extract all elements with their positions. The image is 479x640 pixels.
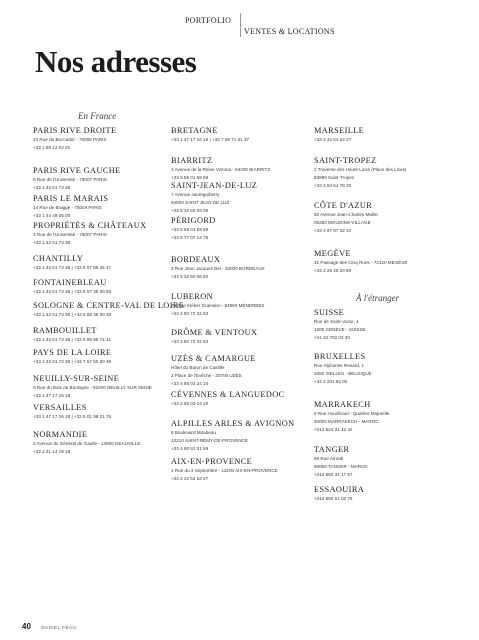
office-detail-line: 3 Rue Jean Jacques Bel - 33000 BORDEAUX: [171, 266, 265, 271]
office-detail-line: +33 1 42 61 73 38 | +33 6 07 86 45 47: [33, 265, 112, 270]
office-name: SAINT-JEAN-DE-LUZ: [171, 181, 258, 190]
address-entry: [33, 165, 178, 192]
address-entry: [314, 444, 459, 478]
address-entry: [171, 155, 316, 182]
address-entry: [171, 456, 316, 483]
office-detail-line: +33 5 59 01 59 59: [171, 227, 209, 232]
office-name: BRETAGNE: [171, 126, 218, 135]
office-name: PARIS RIVE DROITE: [33, 126, 117, 135]
office-name: PARIS RIVE GAUCHE: [33, 166, 121, 175]
office-name: MARRAKECH: [314, 400, 371, 409]
office-name: SAINT-TROPEZ: [314, 156, 377, 165]
office-detail-line: +33 4 66 03 24 10: [171, 380, 209, 386]
office-detail-line: +212 660 34 17 57: [314, 471, 353, 477]
address-entry: [171, 125, 316, 144]
office-name: RAMBOUILLET: [33, 326, 97, 335]
header-nav-ventes-locations[interactable]: VENTES & LOCATIONS: [244, 27, 335, 36]
office-detail-line: 6 Rue Houdhoud - Quartier Majorelle: [314, 411, 390, 416]
office-detail-line: 8 Boulevard Mirabeau: [171, 430, 216, 435]
address-entry: [33, 402, 178, 421]
office-detail-line: 2 Place de l'Evêché - 30700 UZÈS: [171, 372, 242, 378]
office-detail-line: 2 Traverse des Hauts-Lices (Place des Lices): [314, 167, 407, 172]
office-name: MARSEILLE: [314, 126, 365, 135]
office-name: PÉRIGORD: [171, 216, 216, 225]
office-name: DRÔME & VENTOUX: [171, 328, 258, 337]
address-entry: [171, 389, 316, 408]
office-name: ALPILLES ARLES & AVIGNON: [171, 419, 295, 428]
address-entry: [314, 125, 459, 144]
office-detail-line: +33 1 44 49 05 00: [33, 212, 71, 218]
office-name: BRUXELLES: [314, 352, 366, 361]
address-entry: [33, 193, 178, 220]
section-heading-france: En France: [78, 111, 117, 121]
address-entry: [33, 220, 178, 247]
address-entry: [33, 125, 178, 152]
office-detail-line: +33 4 94 54 78 20: [314, 182, 352, 188]
office-detail-line: +33 4 42 54 52 27: [171, 475, 209, 481]
page-number: 40: [22, 622, 31, 631]
office-detail-line: +33 4 90 72 32 93: [171, 339, 209, 344]
office-detail-line: +33 1 42 61 73 38 | +33 6 95 85 74 41: [33, 337, 112, 342]
office-detail-line: +33 1 42 61 73 38 | +33 6 59 36 50 28: [33, 312, 112, 317]
header-nav-divider: [240, 13, 241, 37]
office-detail-line: +33 1 42 61 73 38: [33, 184, 71, 190]
office-name: BORDEAUX: [171, 255, 221, 264]
office-detail-line: +33 5 32 50 09 09: [171, 207, 209, 213]
office-detail-line: +33 4 90 72 32 93: [171, 310, 209, 316]
address-entry: [171, 215, 316, 242]
footer-brand: DANIEL FÉAU: [41, 625, 77, 630]
office-detail-line: +33 4 97 97 32 10: [314, 227, 352, 233]
office-detail-line: +32 2 201 94 00: [314, 378, 348, 384]
address-entry: [33, 300, 185, 319]
office-detail-line: +33 4 66 03 24 10: [171, 401, 209, 406]
office-detail-line: +33 1 47 17 16 18 | +33 6 01 98 21 76: [33, 414, 112, 419]
office-detail-line: +41 22 702 02 30: [314, 334, 350, 340]
office-detail-line: +33 4 42 54 52 27: [314, 137, 352, 142]
address-entry: [314, 307, 459, 341]
address-entry: [314, 399, 459, 433]
office-detail-line: Rue Alphonse Renard, 1: [314, 363, 365, 368]
office-detail-line: +33 1 58 12 02 02: [33, 144, 71, 150]
office-detail-line: 9 Rue du Bois de Boulogne - 92200 NEUILLY SUR SEINE: [33, 385, 152, 390]
office-detail-line: Rue de Saint-Victor, 4: [314, 319, 359, 324]
address-entry: [171, 327, 316, 346]
office-name: ESSAOUIRA: [314, 485, 365, 494]
office-name: PAYS DE LA LOIRE: [33, 348, 112, 357]
address-entry: [33, 253, 178, 272]
address-entry: [33, 325, 178, 344]
office-detail-line: +33 1 42 61 73 38 | +33 7 57 50 50 49: [33, 359, 112, 364]
office-detail-line: +33 2 31 14 18 18: [33, 448, 71, 454]
office-name: PROPRIÉTÉS & CHÂTEAUX: [33, 221, 147, 230]
address-entry: [171, 353, 316, 387]
office-detail-line: 69 Rue Amrah: [314, 456, 344, 461]
section-heading-etranger: À l'étranger: [356, 293, 400, 303]
address-entry: [171, 291, 316, 318]
address-entry: [33, 429, 178, 456]
office-detail-line: 06250 MOUGINS-VILLAGE: [314, 219, 371, 225]
office-detail-line: +212 524 31 42 42: [314, 426, 353, 432]
office-name: NORMANDIE: [33, 430, 88, 439]
address-entry: [314, 351, 459, 385]
office-detail-line: 40000 MARRAKECH - MAROC: [314, 418, 379, 424]
office-detail-line: 1206 GENÈVE - SUISSE: [314, 326, 366, 332]
office-detail-line: 79 Rue Kléber Guendon - 84560 MÉNERBES: [171, 303, 265, 308]
office-detail-line: 24 Rue du Boccador - 75008 PARIS: [33, 137, 107, 142]
office-name: TANGER: [314, 445, 350, 454]
office-detail-line: 3 Rue de l'Université - 75007 PARIS: [33, 232, 107, 237]
address-entry: [171, 180, 316, 214]
office-detail-line: +212 660 01 02 79: [314, 496, 353, 501]
page-footer: [22, 616, 76, 634]
office-name: SUISSE: [314, 308, 345, 317]
office-name: CÉVENNES & LANGUEDOC: [171, 390, 285, 399]
address-entry: [314, 200, 459, 234]
address-entry: [314, 248, 459, 275]
address-entry: [33, 373, 178, 400]
office-detail-line: +33 1 47 17 16 18 | +33 7 69 71 51 37: [171, 137, 250, 142]
office-name: VERSAILLES: [33, 403, 87, 412]
office-detail-line: +33 1 42 61 73 38: [33, 239, 71, 245]
address-entry: [314, 155, 459, 189]
address-entry: [33, 347, 178, 366]
office-name: CÔTE D'AZUR: [314, 201, 373, 210]
office-detail-line: 5 Rue de l'Université - 75007 PARIS: [33, 177, 107, 182]
office-name: AIX-EN-PROVENCE: [171, 457, 253, 466]
office-detail-line: +33 6 77 07 14 76: [171, 234, 209, 240]
office-detail-line: 2 Avenue du Général de Gaulle - 14800 DEAUVILLE: [33, 441, 141, 446]
office-name: FONTAINEBLEAU: [33, 278, 107, 287]
office-detail-line: 83990 Saint-Tropez: [314, 174, 355, 180]
office-detail-line: 31 Passage des Cinq Rues - 74120 MEGÈVE: [314, 260, 408, 265]
address-entry: [171, 254, 316, 281]
office-detail-line: 90000 TANGER - MAROC: [314, 463, 368, 469]
office-name: PARIS LE MARAIS: [33, 194, 109, 203]
office-name: UZÈS & CAMARGUE: [171, 354, 256, 363]
office-detail-line: +33 1 47 17 16 18: [33, 392, 71, 398]
office-detail-line: 1050 IXELLES - BELGIQUE: [314, 370, 372, 376]
office-detail-line: 7 Avenue Jaureguiberry: [171, 192, 220, 197]
office-detail-line: 13210 SAINT-RÉMY-DE-PROVENCE: [171, 437, 248, 443]
office-detail-line: 14 Rue de Bragge - 75004 PARIS: [33, 205, 102, 210]
office-detail-line: +33 5 59 01 59 59: [171, 174, 209, 180]
office-detail-line: +33 4 28 28 20 80: [314, 267, 352, 273]
office-detail-line: +33 4 90 91 01 59: [171, 445, 209, 451]
page-title: Nos adresses: [35, 44, 197, 79]
office-name: SOLOGNE & CENTRE-VAL DE LOIRE: [33, 301, 185, 310]
office-detail-line: 64500 SAINT JEAN DE LUZ: [171, 199, 230, 205]
office-detail-line: +33 1 42 61 73 38 | +33 6 07 39 00 83: [33, 289, 112, 294]
address-entry: [314, 484, 459, 503]
office-detail-line: +33 5 32 50 56 80: [171, 273, 209, 279]
office-name: LUBERON: [171, 292, 213, 301]
office-detail-line: Hôtel du Baron de Castille: [171, 365, 225, 370]
office-name: CHANTILLY: [33, 254, 84, 263]
office-detail-line: 2 Avenue de la Reine Victoria - 64200 BIARRITZ: [171, 167, 271, 172]
address-entry: [33, 277, 178, 296]
office-name: MEGÈVE: [314, 249, 351, 258]
address-entry: [171, 418, 316, 452]
office-name: BIARRITZ: [171, 156, 213, 165]
office-name: NEUILLY-SUR-SEINE: [33, 374, 120, 383]
header-nav-portfolio[interactable]: PORTFOLIO: [185, 16, 232, 25]
office-detail-line: 50 Avenue Jean-Charles Mallet: [314, 212, 378, 217]
office-detail-line: 1 Rue du 4 Septembre - 13100 AIX-EN-PROVENCE: [171, 468, 278, 473]
